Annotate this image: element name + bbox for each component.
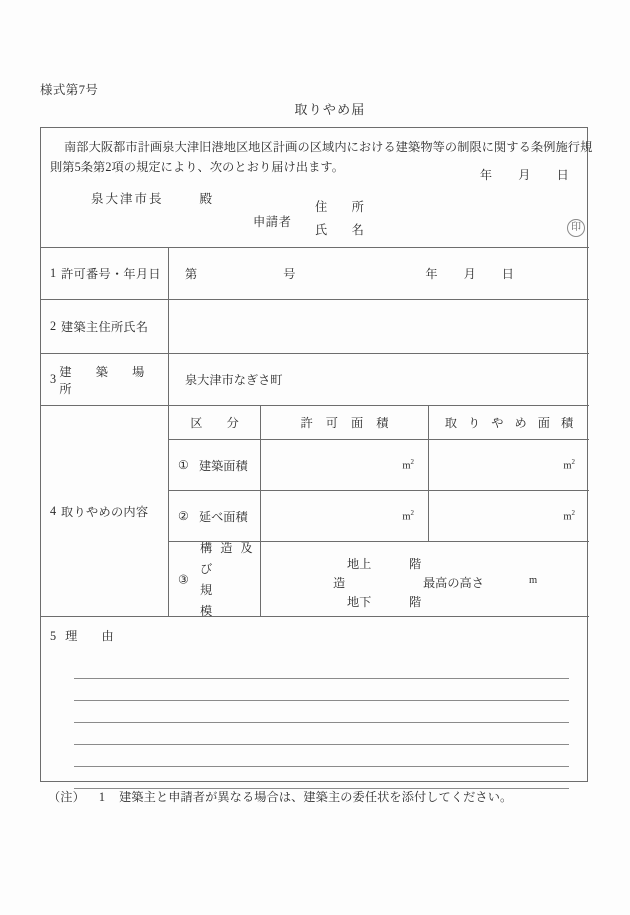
max-height-label: 最高の高さ [423, 576, 484, 590]
permit-dai-label: 第 [185, 267, 198, 281]
below-ground-label: 地下 [347, 595, 372, 609]
above-ground-unit: 階 [409, 557, 422, 571]
row-label-content [41, 406, 169, 616]
row-value-permit[interactable] [169, 248, 589, 299]
row-label-permit [41, 248, 169, 299]
addressee-name: 泉大津市長 [91, 192, 164, 206]
row-number-reason: 5 [50, 629, 57, 643]
applicant-name-label: 氏 名 [315, 223, 370, 237]
circle-marker-2: ② [178, 508, 189, 523]
addressee-honorific: 殿 [199, 192, 213, 206]
date-year-label: 年 [479, 168, 493, 182]
structure-label-line2: 規 模 [200, 582, 289, 618]
subtable-cancelled-building-area[interactable] [429, 440, 589, 490]
subtable-structure-fields[interactable] [261, 542, 589, 617]
subtable-cancelled-total-floor-area[interactable] [429, 491, 589, 541]
reason-line[interactable] [74, 701, 569, 723]
circle-marker-1: ① [178, 457, 189, 472]
table-row-reason [41, 616, 589, 782]
unit-text: m [563, 460, 572, 472]
permit-year-label: 年 [425, 267, 438, 281]
applicant-fields [315, 196, 370, 242]
subtable-header-cancelled-area: 取 り や め 面 積 [444, 416, 578, 430]
structure-label-line1: 構 造 及 び [200, 540, 256, 576]
date-day-label: 日 [556, 168, 569, 182]
reason-line[interactable] [74, 679, 569, 701]
unit-text: m [402, 460, 411, 472]
row-label-owner [41, 300, 169, 353]
form-code: 様式第7号 [40, 83, 99, 97]
reason-write-area[interactable] [74, 657, 569, 789]
row-title-content: 取りやめの内容 [61, 504, 149, 519]
date-month-label: 月 [518, 168, 531, 182]
permit-month-label: 月 [463, 267, 476, 281]
row-number-place: 3 [50, 372, 57, 386]
subtable-row-structure-scale [169, 541, 589, 617]
row-value-place[interactable]: 泉大津市なぎさ町 [185, 373, 283, 387]
reason-line[interactable] [74, 657, 569, 679]
row-label-place [41, 354, 169, 405]
row-number-owner: 2 [50, 319, 57, 333]
subtable-row-building-area [169, 439, 589, 490]
note-text: 建築主と申請者が異なる場合は、建築主の委任状を添付してください。 [119, 790, 513, 804]
unit-text: m [563, 511, 572, 523]
table-row-owner [41, 299, 589, 353]
reason-line[interactable] [74, 767, 569, 789]
subtable-row-total-floor-area [169, 490, 589, 541]
subtable-header-category: 区 分 [169, 406, 261, 439]
category-label-2: 延べ面積 [198, 509, 248, 524]
note-mark: （注） [48, 790, 85, 804]
above-ground-label: 地上 [347, 557, 372, 571]
intro-line-2: 則第5条第2項の規定により、次のとおり届け出ます。 [50, 160, 345, 174]
construction-type-label: 造 [333, 576, 346, 590]
applicant-address-label: 住 所 [315, 200, 370, 214]
seal-icon: 印 [567, 219, 585, 237]
circle-marker-3: ③ [178, 572, 189, 586]
row-title-reason: 理 由 [65, 629, 120, 643]
unit-square-meter: $m^2$ [402, 458, 414, 472]
below-ground-unit: 階 [409, 595, 422, 609]
table-row-permit [41, 247, 589, 299]
unit-text: m [402, 511, 411, 523]
subtable-permitted-building-area[interactable] [261, 440, 429, 490]
category-label-1: 建築面積 [198, 458, 248, 473]
form-frame [40, 127, 593, 782]
note-index: 1 [98, 790, 106, 804]
row-number-content: 4 [50, 503, 57, 518]
row-label-reason [50, 627, 120, 644]
applicant-label: 申請者 [253, 215, 292, 229]
unit-square-meter: $m^2$ [402, 509, 414, 523]
table-row-content [41, 405, 589, 616]
intro-line-1: 南部大阪都市計画泉大津旧港地区地区計画の区域内における建築物等の制限に関する条例施行規 [64, 140, 593, 154]
row-title-permit: 許可番号・年月日 [61, 267, 161, 281]
unit-square-meter: $m^2$ [563, 509, 575, 523]
row-title-owner: 建築主住所氏名 [61, 320, 149, 334]
footer-note [48, 788, 512, 805]
reason-line[interactable] [74, 745, 569, 767]
unit-square-meter: $m^2$ [563, 458, 575, 472]
subtable-header-permitted-area: 許 可 面 積 [261, 406, 429, 439]
row-number-permit: 1 [50, 266, 57, 280]
row-title-place: 建 築 場 所 [59, 364, 169, 396]
max-height-unit: m [529, 575, 538, 586]
subtable-permitted-total-floor-area[interactable] [261, 491, 429, 541]
row-value-owner[interactable] [169, 300, 589, 353]
permit-gou-label: 号 [283, 267, 296, 281]
subtable-category-structure-scale [169, 540, 289, 618]
subtable-category-total-floor-area [169, 491, 261, 541]
subtable-category-building-area [169, 440, 261, 490]
content-subtable [169, 406, 589, 616]
addressee [91, 189, 212, 207]
submission-date [480, 166, 569, 183]
reason-line[interactable] [74, 723, 569, 745]
document-title: 取りやめ届 [294, 102, 366, 117]
table-row-place [41, 353, 589, 405]
permit-day-label: 日 [501, 267, 514, 281]
subtable-header-row [169, 406, 589, 439]
